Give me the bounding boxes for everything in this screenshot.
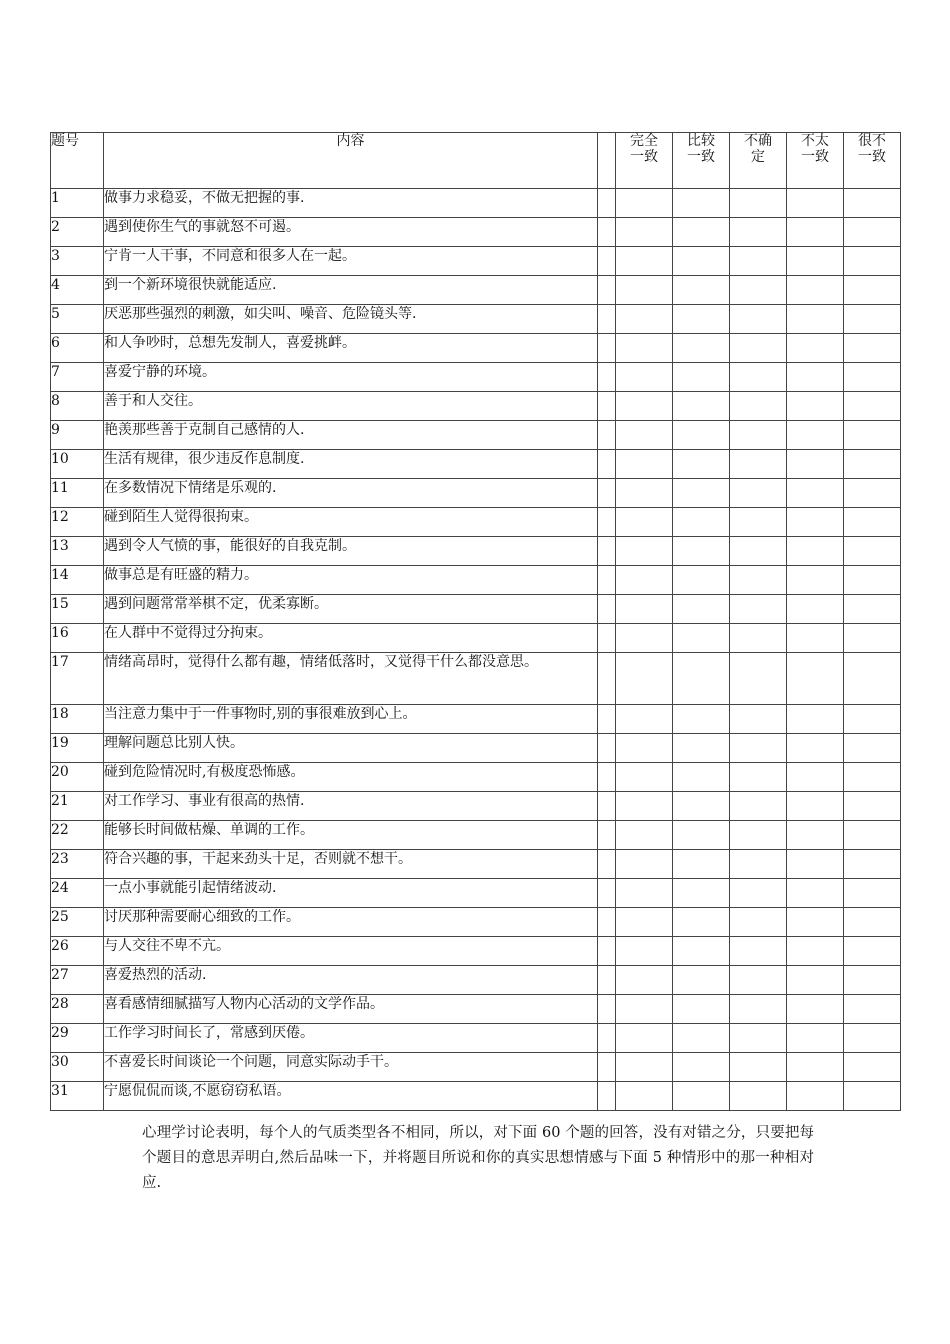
table-row [51,879,901,908]
question-text: 讨厌那种需要耐心细致的工作。 [104,908,598,937]
answer-cell-option-5[interactable] [844,850,901,879]
answer-cell-option-4[interactable] [787,247,844,276]
answer-cell-option-3[interactable] [730,653,787,705]
answer-cell-option-1[interactable] [616,537,673,566]
answer-cell-option-4[interactable] [787,392,844,421]
answer-cell-option-1[interactable] [616,792,673,821]
answer-cell-option-4[interactable] [787,966,844,995]
answer-cell-option-5[interactable] [844,334,901,363]
answer-cell-option-4[interactable] [787,653,844,705]
table-row [51,1082,901,1111]
answer-cell-option-5[interactable] [844,879,901,908]
question-number: 26 [51,937,104,966]
question-text: 善于和人交往。 [104,392,598,421]
question-number: 28 [51,995,104,1024]
answer-cell-option-4[interactable] [787,508,844,537]
question-number: 8 [51,392,104,421]
question-number: 22 [51,821,104,850]
answer-cell-option-2[interactable] [673,421,730,450]
table-row [51,763,901,792]
question-text: 厌恶那些强烈的刺激，如尖叫、噪音、危险镜头等. [104,305,598,334]
answer-cell-option-2[interactable] [673,879,730,908]
table-row [51,937,901,966]
answer-cell-option-1[interactable] [616,421,673,450]
spacer-cell [598,247,616,276]
table-row [51,908,901,937]
answer-cell-option-3[interactable] [730,363,787,392]
answer-cell-option-4[interactable] [787,450,844,479]
answer-cell-option-4[interactable] [787,479,844,508]
spacer-cell [598,595,616,624]
answer-cell-option-5[interactable] [844,792,901,821]
answer-cell-option-2[interactable] [673,966,730,995]
answer-cell-option-2[interactable] [673,1053,730,1082]
answer-cell-option-4[interactable] [787,334,844,363]
answer-cell-option-3[interactable] [730,966,787,995]
answer-cell-option-5[interactable] [844,392,901,421]
answer-cell-option-2[interactable] [673,508,730,537]
answer-cell-option-4[interactable] [787,421,844,450]
answer-cell-option-4[interactable] [787,189,844,218]
answer-cell-option-1[interactable] [616,450,673,479]
question-number: 21 [51,792,104,821]
header-option-1: 完全 一致 [616,133,673,189]
spacer-cell [598,479,616,508]
table-row [51,218,901,247]
spacer-cell [598,937,616,966]
answer-cell-option-4[interactable] [787,850,844,879]
answer-cell-option-2[interactable] [673,821,730,850]
answer-cell-option-2[interactable] [673,1024,730,1053]
answer-cell-option-5[interactable] [844,305,901,334]
answer-cell-option-5[interactable] [844,1024,901,1053]
spacer-cell [598,218,616,247]
table-row [51,734,901,763]
header-content: 内容 [104,133,598,189]
answer-cell-option-4[interactable] [787,624,844,653]
question-number: 14 [51,566,104,595]
question-text: 艳羡那些善于克制自己感情的人. [104,421,598,450]
spacer-cell [598,850,616,879]
answer-cell-option-4[interactable] [787,1024,844,1053]
spacer-cell [598,450,616,479]
answer-cell-option-5[interactable] [844,537,901,566]
answer-cell-option-5[interactable] [844,908,901,937]
question-number: 17 [51,653,104,705]
answer-cell-option-3[interactable] [730,1053,787,1082]
question-number: 25 [51,908,104,937]
question-number: 12 [51,508,104,537]
spacer-cell [598,508,616,537]
header-option-4: 不太 一致 [787,133,844,189]
question-text: 在多数情况下情绪是乐观的. [104,479,598,508]
answer-cell-option-1[interactable] [616,363,673,392]
answer-cell-option-5[interactable] [844,276,901,305]
answer-cell-option-3[interactable] [730,1024,787,1053]
question-text: 遇到使你生气的事就怒不可遏。 [104,218,598,247]
answer-cell-option-3[interactable] [730,421,787,450]
answer-cell-option-2[interactable] [673,276,730,305]
answer-cell-option-2[interactable] [673,450,730,479]
answer-cell-option-2[interactable] [673,734,730,763]
table-row [51,189,901,218]
question-text: 符合兴趣的事，干起来劲头十足，否则就不想干。 [104,850,598,879]
answer-cell-option-3[interactable] [730,247,787,276]
answer-cell-option-3[interactable] [730,508,787,537]
answer-cell-option-4[interactable] [787,821,844,850]
answer-cell-option-3[interactable] [730,705,787,734]
header-number: 题号 [51,133,104,189]
answer-cell-option-4[interactable] [787,879,844,908]
answer-cell-option-4[interactable] [787,305,844,334]
answer-cell-option-1[interactable] [616,908,673,937]
spacer-cell [598,653,616,705]
answer-cell-option-4[interactable] [787,1053,844,1082]
question-number: 13 [51,537,104,566]
answer-cell-option-1[interactable] [616,276,673,305]
question-number: 3 [51,247,104,276]
spacer-cell [598,821,616,850]
answer-cell-option-4[interactable] [787,218,844,247]
spacer-cell [598,908,616,937]
answer-cell-option-5[interactable] [844,218,901,247]
question-number: 30 [51,1053,104,1082]
question-number: 4 [51,276,104,305]
question-number: 10 [51,450,104,479]
spacer-cell [598,566,616,595]
answer-cell-option-2[interactable] [673,705,730,734]
answer-cell-option-4[interactable] [787,763,844,792]
answer-cell-option-1[interactable] [616,966,673,995]
spacer-cell [598,392,616,421]
answer-cell-option-5[interactable] [844,734,901,763]
question-number: 20 [51,763,104,792]
table-row [51,247,901,276]
question-text: 和人争吵时，总想先发制人，喜爱挑衅。 [104,334,598,363]
answer-cell-option-2[interactable] [673,334,730,363]
spacer-cell [598,966,616,995]
table-row [51,508,901,537]
spacer-cell [598,1082,616,1111]
questionnaire-table [50,132,901,1111]
answer-cell-option-5[interactable] [844,705,901,734]
answer-cell-option-1[interactable] [616,218,673,247]
answer-cell-option-2[interactable] [673,479,730,508]
question-text: 遇到令人气愤的事，能很好的自我克制。 [104,537,598,566]
question-number: 16 [51,624,104,653]
answer-cell-option-3[interactable] [730,792,787,821]
question-number: 7 [51,363,104,392]
question-text: 情绪高昂时，觉得什么都有趣，情绪低落时，又觉得干什么都没意思。 [104,653,598,705]
answer-cell-option-1[interactable] [616,763,673,792]
answer-cell-option-4[interactable] [787,734,844,763]
question-text: 喜爱热烈的活动. [104,966,598,995]
question-text: 遇到问题常常举棋不定，优柔寡断。 [104,595,598,624]
answer-cell-option-2[interactable] [673,653,730,705]
answer-cell-option-3[interactable] [730,821,787,850]
answer-cell-option-3[interactable] [730,937,787,966]
answer-cell-option-5[interactable] [844,937,901,966]
answer-cell-option-5[interactable] [844,821,901,850]
answer-cell-option-5[interactable] [844,450,901,479]
table-row [51,653,901,705]
question-text: 对工作学习、事业有很高的热情. [104,792,598,821]
table-row [51,479,901,508]
question-number: 27 [51,966,104,995]
answer-cell-option-2[interactable] [673,624,730,653]
question-number: 11 [51,479,104,508]
question-text: 能够长时间做枯燥、单调的工作。 [104,821,598,850]
spacer-cell [598,705,616,734]
answer-cell-option-2[interactable] [673,247,730,276]
answer-cell-option-1[interactable] [616,1082,673,1111]
answer-cell-option-1[interactable] [616,653,673,705]
answer-cell-option-2[interactable] [673,995,730,1024]
question-number: 1 [51,189,104,218]
answer-cell-option-1[interactable] [616,305,673,334]
answer-cell-option-5[interactable] [844,1053,901,1082]
table-row [51,537,901,566]
answer-cell-option-5[interactable] [844,421,901,450]
answer-cell-option-4[interactable] [787,537,844,566]
answer-cell-option-4[interactable] [787,363,844,392]
spacer-cell [598,879,616,908]
intro-paragraph: 心理学讨论表明，每个人的气质类型各不相同，所以，对下面 60 个题的回答，没有对错之分，只要把每个题目的意思弄明白,然后品味一下，并将题目所说和你的真实思想情感与下面 5 种情形中的那一种相对应. [142,1125,814,1191]
answer-cell-option-1[interactable] [616,247,673,276]
question-text: 宁愿侃侃而谈,不愿窃窃私语。 [104,1082,598,1111]
header-option-2: 比较 一致 [673,133,730,189]
spacer-cell [598,734,616,763]
answer-cell-option-4[interactable] [787,1082,844,1111]
answer-cell-option-4[interactable] [787,705,844,734]
answer-cell-option-1[interactable] [616,479,673,508]
answer-cell-option-4[interactable] [787,792,844,821]
spacer-cell [598,537,616,566]
answer-cell-option-2[interactable] [673,392,730,421]
answer-cell-option-3[interactable] [730,334,787,363]
header-option-3: 不确 定 [730,133,787,189]
table-row [51,705,901,734]
answer-cell-option-1[interactable] [616,334,673,363]
question-text: 到一个新环境很快就能适应. [104,276,598,305]
question-text: 碰到陌生人觉得很拘束。 [104,508,598,537]
answer-cell-option-1[interactable] [616,734,673,763]
answer-cell-option-2[interactable] [673,850,730,879]
answer-cell-option-1[interactable] [616,1024,673,1053]
answer-cell-option-3[interactable] [730,276,787,305]
answer-cell-option-1[interactable] [616,705,673,734]
answer-cell-option-4[interactable] [787,937,844,966]
spacer-cell [598,792,616,821]
answer-cell-option-1[interactable] [616,850,673,879]
answer-cell-option-2[interactable] [673,937,730,966]
question-text: 一点小事就能引起情绪波动. [104,879,598,908]
spacer-cell [598,995,616,1024]
answer-cell-option-3[interactable] [730,566,787,595]
table-row [51,566,901,595]
table-row [51,595,901,624]
table-row [51,792,901,821]
question-text: 喜看感情细腻描写人物内心活动的文学作品。 [104,995,598,1024]
table-row [51,821,901,850]
spacer-cell [598,1024,616,1053]
spacer-cell [598,421,616,450]
answer-cell-option-3[interactable] [730,537,787,566]
answer-cell-option-3[interactable] [730,763,787,792]
answer-cell-option-1[interactable] [616,189,673,218]
table-row [51,995,901,1024]
spacer-cell [598,763,616,792]
answer-cell-option-3[interactable] [730,624,787,653]
question-text: 理解问题总比别人快。 [104,734,598,763]
question-number: 23 [51,850,104,879]
question-text: 碰到危险情况时,有极度恐怖感。 [104,763,598,792]
answer-cell-option-1[interactable] [616,821,673,850]
question-number: 29 [51,1024,104,1053]
answer-cell-option-3[interactable] [730,595,787,624]
answer-cell-option-2[interactable] [673,537,730,566]
answer-cell-option-1[interactable] [616,624,673,653]
question-number: 9 [51,421,104,450]
answer-cell-option-2[interactable] [673,595,730,624]
table-row [51,450,901,479]
answer-cell-option-5[interactable] [844,595,901,624]
question-text: 做事总是有旺盛的精力。 [104,566,598,595]
spacer-cell [598,624,616,653]
table-row [51,1024,901,1053]
table-row [51,624,901,653]
answer-cell-option-3[interactable] [730,479,787,508]
table-row [51,392,901,421]
answer-cell-option-3[interactable] [730,189,787,218]
spacer-cell [598,1053,616,1082]
answer-cell-option-3[interactable] [730,218,787,247]
question-text: 做事力求稳妥，不做无把握的事. [104,189,598,218]
answer-cell-option-3[interactable] [730,305,787,334]
question-number: 15 [51,595,104,624]
answer-cell-option-5[interactable] [844,247,901,276]
question-text: 工作学习时间长了，常感到厌倦。 [104,1024,598,1053]
question-text: 生活有规律，很少违反作息制度. [104,450,598,479]
answer-cell-option-4[interactable] [787,276,844,305]
answer-cell-option-3[interactable] [730,850,787,879]
answer-cell-option-3[interactable] [730,450,787,479]
answer-cell-option-1[interactable] [616,937,673,966]
question-number: 31 [51,1082,104,1111]
question-number: 24 [51,879,104,908]
spacer-cell [598,189,616,218]
answer-cell-option-2[interactable] [673,189,730,218]
question-text: 不喜爱长时间谈论一个问题，同意实际动手干。 [104,1053,598,1082]
answer-cell-option-3[interactable] [730,1082,787,1111]
answer-cell-option-5[interactable] [844,566,901,595]
answer-cell-option-4[interactable] [787,995,844,1024]
answer-cell-option-5[interactable] [844,479,901,508]
answer-cell-option-1[interactable] [616,995,673,1024]
table-row [51,850,901,879]
answer-cell-option-1[interactable] [616,595,673,624]
question-text: 在人群中不觉得过分拘束。 [104,624,598,653]
answer-cell-option-2[interactable] [673,218,730,247]
question-number: 18 [51,705,104,734]
answer-cell-option-2[interactable] [673,1082,730,1111]
answer-cell-option-4[interactable] [787,566,844,595]
header-option-5: 很不 一致 [844,133,901,189]
answer-cell-option-1[interactable] [616,566,673,595]
spacer-cell [598,276,616,305]
header-row [51,133,901,189]
table-row [51,334,901,363]
answer-cell-option-2[interactable] [673,792,730,821]
answer-cell-option-5[interactable] [844,624,901,653]
answer-cell-option-1[interactable] [616,879,673,908]
question-text: 宁肯一人干事，不同意和很多人在一起。 [104,247,598,276]
answer-cell-option-1[interactable] [616,508,673,537]
answer-cell-option-5[interactable] [844,1082,901,1111]
answer-cell-option-2[interactable] [673,566,730,595]
question-number: 5 [51,305,104,334]
question-text: 喜爱宁静的环境。 [104,363,598,392]
spacer-cell [598,334,616,363]
answer-cell-option-2[interactable] [673,908,730,937]
table-row [51,305,901,334]
spacer-cell [598,363,616,392]
table-row [51,1053,901,1082]
answer-cell-option-2[interactable] [673,363,730,392]
answer-cell-option-3[interactable] [730,908,787,937]
spacer-cell [598,305,616,334]
table-row [51,421,901,450]
question-text: 与人交往不卑不亢。 [104,937,598,966]
table-row [51,276,901,305]
table-row [51,363,901,392]
answer-cell-option-2[interactable] [673,763,730,792]
answer-cell-option-3[interactable] [730,734,787,763]
answer-cell-option-5[interactable] [844,653,901,705]
answer-cell-option-5[interactable] [844,995,901,1024]
answer-cell-option-3[interactable] [730,879,787,908]
answer-cell-option-1[interactable] [616,1053,673,1082]
answer-cell-option-1[interactable] [616,392,673,421]
question-number: 6 [51,334,104,363]
spacer-column-header [598,133,616,189]
question-text: 当注意力集中于一件事物时,别的事很难放到心上。 [104,705,598,734]
answer-cell-option-5[interactable] [844,189,901,218]
answer-cell-option-3[interactable] [730,995,787,1024]
answer-cell-option-5[interactable] [844,966,901,995]
question-number: 19 [51,734,104,763]
question-number: 2 [51,218,104,247]
answer-cell-option-5[interactable] [844,508,901,537]
table-row [51,966,901,995]
answer-cell-option-5[interactable] [844,763,901,792]
answer-cell-option-3[interactable] [730,392,787,421]
answer-cell-option-4[interactable] [787,595,844,624]
answer-cell-option-2[interactable] [673,305,730,334]
answer-cell-option-5[interactable] [844,363,901,392]
answer-cell-option-4[interactable] [787,908,844,937]
